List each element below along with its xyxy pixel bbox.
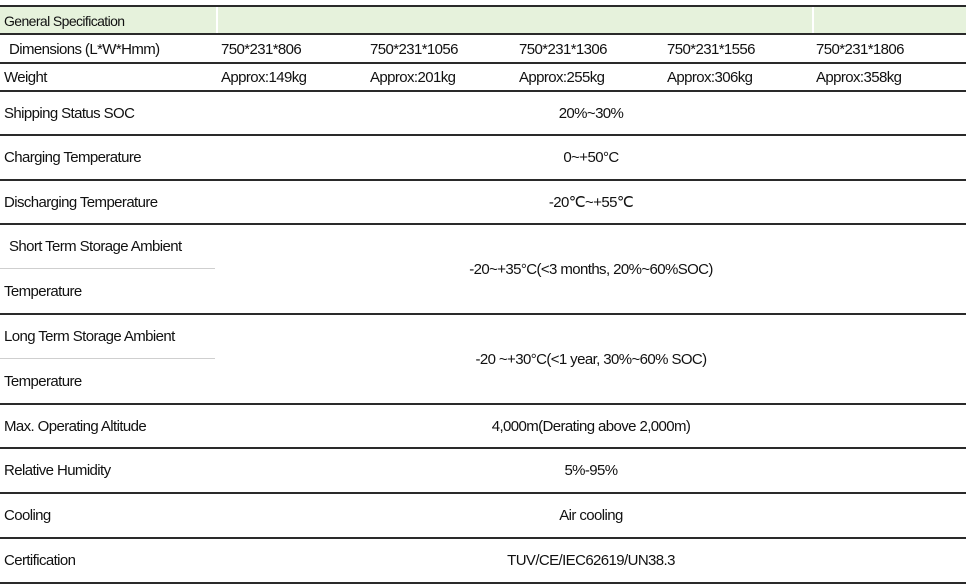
weight-value: Approx:201kg — [370, 68, 456, 86]
row-label: Shipping Status SOC — [4, 104, 135, 122]
row-value: Air cooling — [559, 507, 623, 524]
row-label: Certification — [4, 552, 76, 569]
weight-value: Approx:358kg — [816, 68, 902, 86]
table-row — [0, 225, 966, 313]
row-label: Discharging Temperature — [4, 193, 158, 211]
label-subdivider — [0, 268, 215, 269]
row-divider — [0, 5, 966, 7]
row-value: TUV/CE/IEC62619/UN38.3 — [507, 552, 675, 569]
row-label: Cooling — [4, 507, 51, 524]
table-row-weight — [0, 64, 966, 90]
weight-value: Approx:255kg — [519, 68, 605, 86]
table-header — [0, 7, 966, 34]
row-label: Long Term Storage Ambient — [4, 328, 175, 345]
table-row — [0, 539, 966, 582]
table-row-dimensions — [0, 36, 966, 62]
dimension-value: 750*231*1056 — [370, 40, 458, 58]
table-header-title: General Specification — [4, 12, 125, 29]
row-value: 4,000m(Derating above 2,000m) — [491, 417, 691, 435]
row-label: Charging Temperature — [4, 149, 141, 166]
row-value: 20%~30% — [558, 104, 624, 122]
table-row — [0, 315, 966, 403]
table-row — [0, 181, 966, 223]
table-row — [0, 494, 966, 537]
row-label: Temperature — [4, 283, 82, 300]
table-row — [0, 405, 966, 447]
row-label: Temperature — [4, 373, 82, 390]
dimension-value: 750*231*1806 — [816, 40, 904, 58]
row-value: -20℃~+55℃ — [548, 194, 634, 211]
row-divider — [0, 582, 966, 584]
row-value: -20 ~+30°C(<1 year, 30%~60% SOC) — [475, 350, 707, 368]
row-label: Dimensions (L*W*Hmm) — [9, 40, 160, 58]
row-label: Relative Humidity — [4, 462, 111, 479]
table-row — [0, 136, 966, 179]
dimension-value: 750*231*806 — [221, 40, 302, 58]
row-label: Max. Operating Altitude — [4, 417, 147, 435]
table-row — [0, 449, 966, 492]
dimension-value: 750*231*1306 — [519, 40, 607, 58]
row-value: -20~+35°C(<3 months, 20%~60%SOC) — [469, 260, 713, 278]
row-divider — [0, 33, 966, 35]
weight-value: Approx:306kg — [667, 68, 753, 86]
row-value: 5%-95% — [564, 462, 618, 479]
row-label: Short Term Storage Ambient — [9, 238, 182, 255]
weight-value: Approx:149kg — [221, 68, 307, 86]
row-label: Weight — [4, 68, 47, 86]
row-value: 0~+50°C — [563, 149, 619, 166]
label-subdivider — [0, 358, 215, 359]
dimension-value: 750*231*1556 — [667, 40, 755, 58]
table-row — [0, 92, 966, 134]
